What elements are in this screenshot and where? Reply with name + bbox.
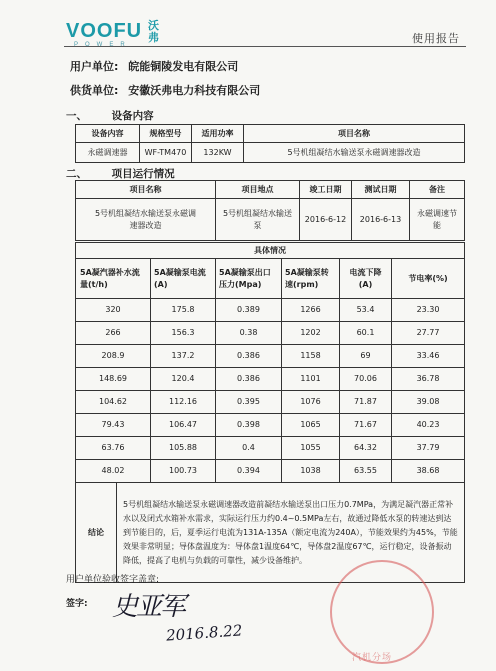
proj-cell: 5号机组凝结水输送泵永磁调速器改造: [76, 199, 216, 241]
detail-cell: 1076: [282, 391, 340, 414]
user-unit-value: 皖能铜陵发电有限公司: [128, 60, 239, 73]
logo-text: VOOFU: [66, 20, 143, 42]
detail-cell: 1266: [282, 299, 340, 322]
sign-label: 签字:: [66, 599, 88, 609]
project-header-row: [76, 181, 465, 199]
detail-cell: 0.395: [216, 391, 282, 414]
section1-title: 设备内容: [111, 110, 154, 122]
acceptance-label: 用户单位验收签字盖章:: [66, 575, 160, 585]
detail-cell: 156.3: [151, 322, 216, 345]
detail-cell: 48.02: [76, 460, 151, 483]
detail-header-cell: 5A凝输泵电流(A): [151, 259, 216, 299]
detail-cell: 64.32: [340, 437, 392, 460]
detail-title-row: [76, 243, 465, 259]
proj-cell: 2016-6-13: [352, 199, 410, 241]
detail-cell: 320: [76, 299, 151, 322]
detail-row: [76, 368, 465, 391]
detail-cell: 63.55: [340, 460, 392, 483]
detail-cell: 1202: [282, 322, 340, 345]
detail-cell: 60.1: [340, 322, 392, 345]
detail-row: [76, 322, 465, 345]
detail-cell: 0.4: [216, 437, 282, 460]
detail-cell: 208.9: [76, 345, 151, 368]
handwritten-date: 2016.8.22: [165, 621, 243, 645]
detail-row: [76, 460, 465, 483]
detail-cell: 38.68: [392, 460, 465, 483]
detail-cell: 27.77: [392, 322, 465, 345]
supplier-label: 供货单位:: [70, 84, 119, 97]
detail-cell: 71.67: [340, 414, 392, 437]
detail-table: [75, 242, 465, 583]
detail-cell: 266: [76, 322, 151, 345]
logo-sub-text: POWER: [74, 42, 132, 48]
detail-cell: 23.30: [392, 299, 465, 322]
detail-cell: 1158: [282, 345, 340, 368]
detail-cell: 63.76: [76, 437, 151, 460]
detail-cell: 37.79: [392, 437, 465, 460]
eq-cell: WF-TM470: [140, 143, 192, 163]
proj-header-cell: 测试日期: [352, 181, 410, 199]
detail-cell: 112.16: [151, 391, 216, 414]
detail-cell: 79.43: [76, 414, 151, 437]
section2-title: 项目运行情况: [111, 168, 175, 180]
detail-cell: 0.386: [216, 345, 282, 368]
handwritten-signature: 史亚军: [112, 592, 185, 622]
detail-header-cell: 节电率(%): [392, 259, 465, 299]
eq-header-cell: 规格型号: [140, 125, 192, 143]
detail-row: [76, 345, 465, 368]
detail-cell: 100.73: [151, 460, 216, 483]
proj-cell: 永磁调速节能: [410, 199, 465, 241]
user-unit-line: [70, 58, 238, 74]
official-stamp: [330, 560, 434, 664]
detail-cell: 53.4: [340, 299, 392, 322]
detail-cell: 36.78: [392, 368, 465, 391]
proj-header-cell: 项目名称: [76, 181, 216, 199]
supplier-value: 安徽沃弗电力科技有限公司: [128, 84, 261, 97]
header-divider: [64, 46, 466, 47]
detail-cell: 104.62: [76, 391, 151, 414]
detail-cell: 0.386: [216, 368, 282, 391]
detail-row: [76, 299, 465, 322]
proj-header-cell: 竣工日期: [300, 181, 352, 199]
equipment-header-row: [76, 125, 465, 143]
detail-cell: 70.06: [340, 368, 392, 391]
detail-cell: 0.38: [216, 322, 282, 345]
equipment-row: [76, 143, 465, 163]
detail-cell: 40.23: [392, 414, 465, 437]
detail-header-cell: 电流下降(A): [340, 259, 392, 299]
eq-header-cell: 设备内容: [76, 125, 140, 143]
logo-cn-text: 沃弗: [148, 19, 159, 44]
detail-cell: 0.394: [216, 460, 282, 483]
company-logo: [66, 19, 159, 48]
doc-type-label: 使用报告: [412, 32, 460, 45]
eq-header-cell: 项目名称: [244, 125, 465, 143]
proj-cell: 5号机组凝结水输送泵: [216, 199, 300, 241]
supplier-line: [70, 82, 260, 98]
section2-num: 二、: [66, 168, 87, 180]
project-row: [76, 199, 465, 241]
detail-cell: 69: [340, 345, 392, 368]
eq-cell: 132KW: [192, 143, 244, 163]
section2-heading: [66, 166, 175, 181]
detail-header-cell: 5A凝输泵转速(rpm): [282, 259, 340, 299]
detail-cell: 33.46: [392, 345, 465, 368]
detail-header-row: [76, 259, 465, 299]
detail-cell: 120.4: [151, 368, 216, 391]
section1-num: 一、: [66, 110, 87, 122]
detail-cell: 71.87: [340, 391, 392, 414]
detail-cell: 105.88: [151, 437, 216, 460]
project-table: [75, 180, 465, 241]
proj-cell: 2016-6-12: [300, 199, 352, 241]
detail-row: [76, 437, 465, 460]
detail-cell: 1055: [282, 437, 340, 460]
detail-header-cell: 5A凝输泵出口压力(Mpa): [216, 259, 282, 299]
detail-cell: 148.69: [76, 368, 151, 391]
eq-cell: 永磁调速器: [76, 143, 140, 163]
detail-header-cell: 5A凝汽器补水流量(t/h): [76, 259, 151, 299]
detail-cell: 0.389: [216, 299, 282, 322]
detail-cell: 1065: [282, 414, 340, 437]
detail-cell: 106.47: [151, 414, 216, 437]
proj-header-cell: 备注: [410, 181, 465, 199]
equipment-table: [75, 124, 465, 163]
detail-cell: 39.08: [392, 391, 465, 414]
detail-row: [76, 391, 465, 414]
detail-title: 具体情况: [76, 243, 465, 259]
conclusion-text: 5号机组凝结水输送泵永磁调速器改造前凝结水输送泵出口压力0.7MPa，为满足凝汽器正常补水以及闭式水箱补水需求，实际运行压力约0.4~0.5MPa左右，故通过降低水泵的转速达到达到节能目的，后，夏季运行电流为131A-135A（额定电流为240A），节能效果约为45%，节能效果非常明显；导体盘温度为：导体盘1温度64℃，导体盘2温度67℃，运行稳定，设备振动降低，提高了电机与负载的可靠性，减少设备维护。: [117, 483, 465, 583]
eq-cell: 5号机组凝结水输送泵永磁调速器改造: [244, 143, 465, 163]
detail-row: [76, 414, 465, 437]
eq-header-cell: 适用功率: [192, 125, 244, 143]
detail-cell: 175.8: [151, 299, 216, 322]
detail-cell: 0.398: [216, 414, 282, 437]
stamp-label: 汽机分场: [352, 653, 393, 663]
detail-cell: 137.2: [151, 345, 216, 368]
detail-cell: 1101: [282, 368, 340, 391]
detail-cell: 1038: [282, 460, 340, 483]
user-unit-label: 用户单位:: [70, 60, 119, 73]
section1-heading: [66, 108, 154, 123]
proj-header-cell: 项目地点: [216, 181, 300, 199]
conclusion-label: 结论: [76, 483, 117, 583]
